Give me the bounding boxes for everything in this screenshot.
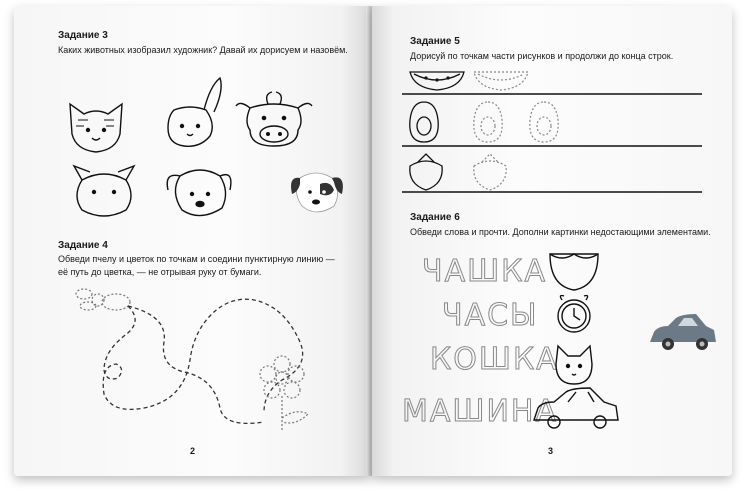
page-number-right: 3 — [548, 446, 554, 456]
animal-outlines — [54, 64, 354, 234]
dog-colored-icon — [291, 173, 343, 212]
trace-word-clock: ЧАСЫ — [442, 298, 539, 333]
open-workbook — [14, 6, 732, 484]
strawberry-icon — [410, 154, 442, 190]
task4-text-line1: Обведи пчелу и цветок по точкам и соедини пунктирную линию — — [58, 254, 335, 264]
watermelon-icon — [410, 72, 464, 90]
page-number-left: 2 — [190, 446, 196, 456]
pig-outline-icon — [74, 166, 134, 216]
car-outline-icon — [534, 388, 618, 428]
task4-title: Задание 4 — [58, 240, 108, 251]
bee-icon — [76, 289, 130, 310]
task6-text: Обведи слова и прочти. Дополни картинки недостающими элементами. — [410, 227, 711, 237]
bunny-outline-icon — [168, 78, 221, 146]
cat-outline-icon — [70, 104, 122, 152]
dog-outline-icon — [167, 170, 231, 216]
avocado-icon — [410, 102, 438, 142]
right-page — [372, 6, 732, 476]
trace-word-car: МАШИНА — [402, 394, 559, 429]
bee-path-drawing — [64, 282, 344, 442]
avocado-dotted-icon — [474, 102, 558, 142]
strawberry-dotted-icon — [474, 154, 506, 190]
dot-trace-rows — [402, 64, 702, 194]
flower-icon — [260, 356, 308, 432]
cup-icon — [550, 254, 598, 290]
task5-title: Задание 5 — [410, 36, 460, 47]
cow-outline-icon — [236, 92, 312, 146]
trace-word-cup: ЧАШКА — [422, 254, 547, 289]
cat-face-icon — [556, 346, 592, 384]
watermelon-dotted-icon — [474, 72, 528, 90]
car-colored-icon — [650, 314, 716, 350]
clock-icon — [558, 296, 590, 333]
task4-text-line2: её путь до цветка, — не отрывая руку от бумаги. — [58, 267, 262, 277]
bee-flight-path — [103, 299, 302, 412]
task6-pictures — [532, 242, 722, 442]
task3-text: Каких животных изобразил художник? Давай их дорисуем и назовём. — [58, 45, 348, 55]
task3-title: Задание 3 — [58, 30, 108, 41]
trace-word-cat: КОШКА — [430, 342, 559, 377]
task5-text: Дорисуй по точкам части рисунков и продолжи до конца строк. — [410, 51, 674, 61]
task6-title: Задание 6 — [410, 212, 460, 223]
left-page — [14, 6, 370, 476]
